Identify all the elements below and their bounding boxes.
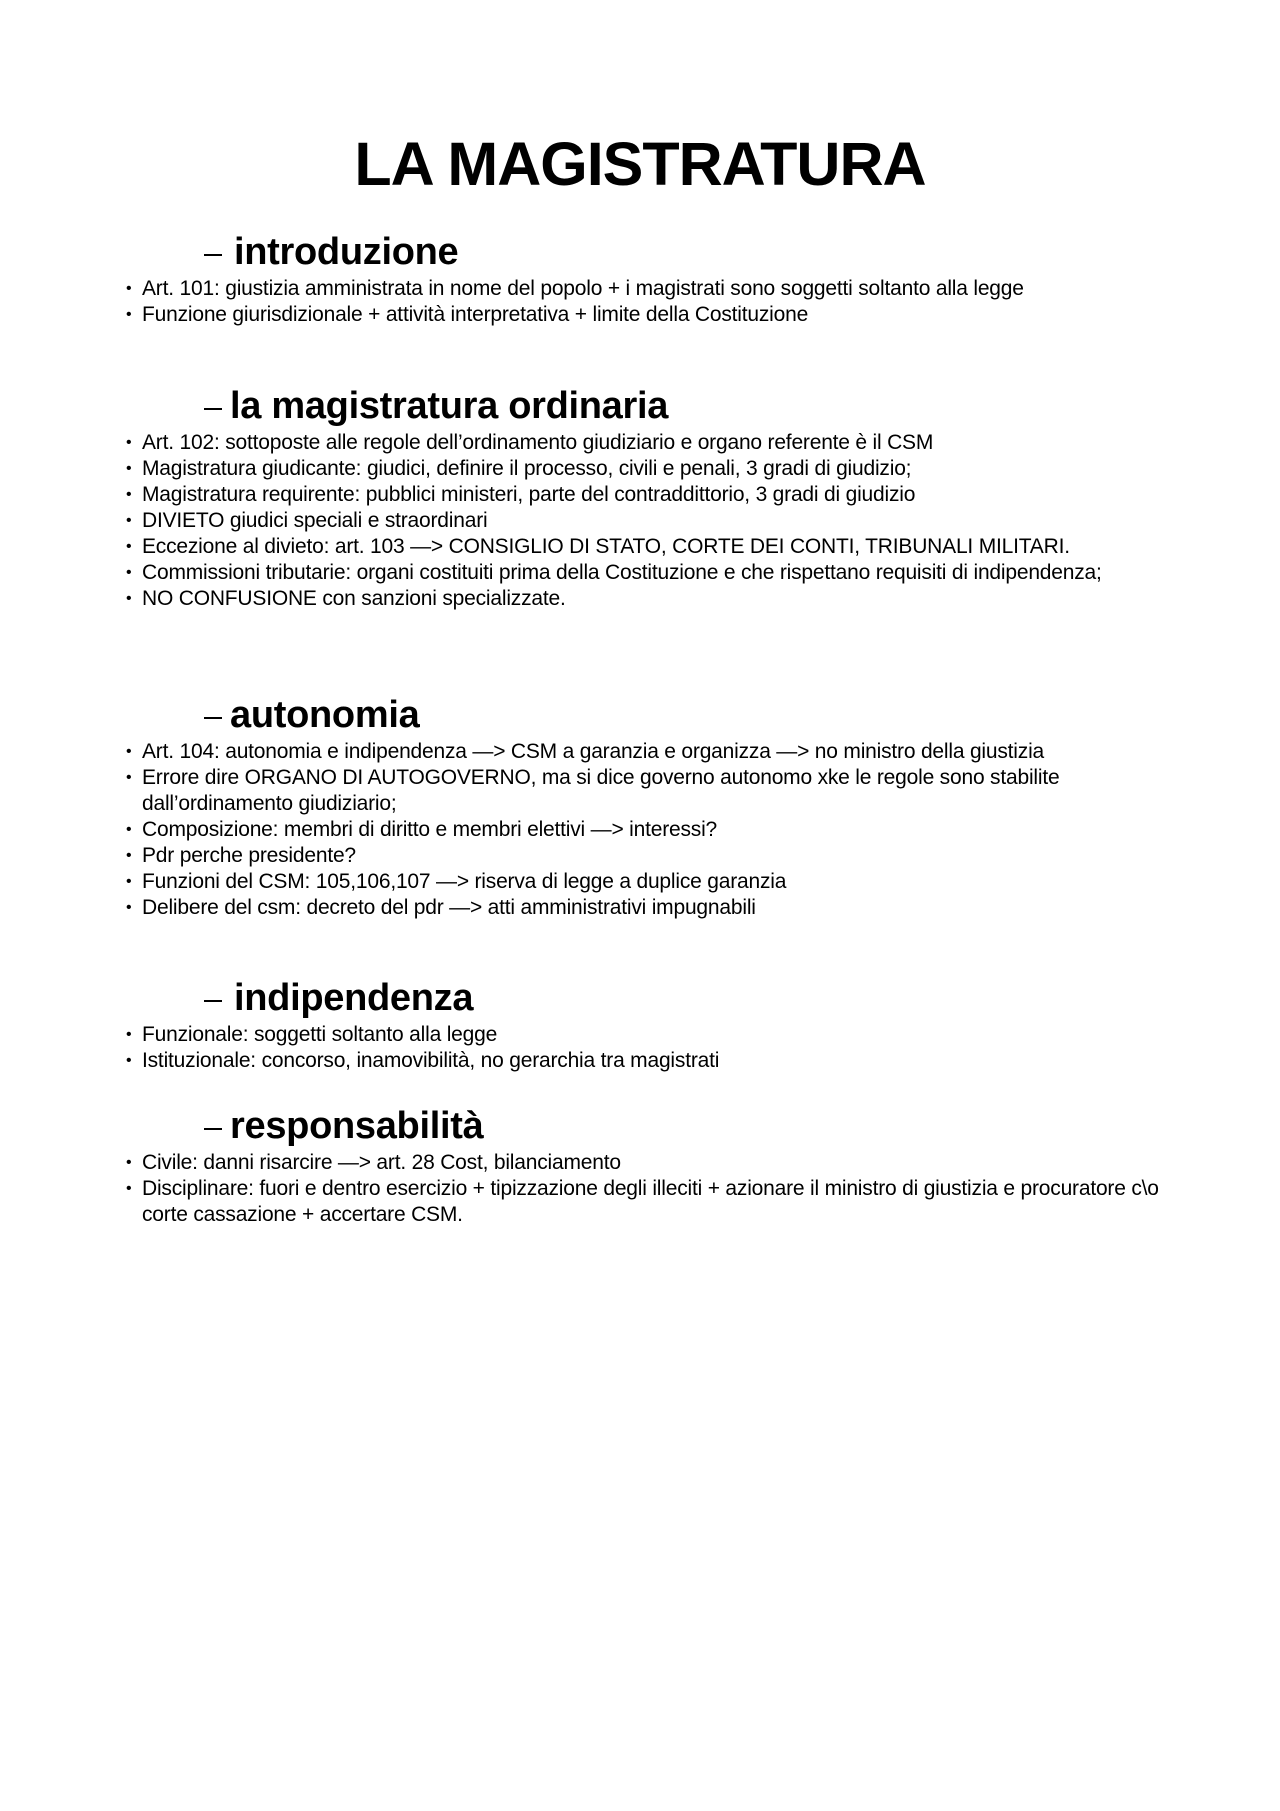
list-item-text: Funzione giurisdizionale + attività interpretativa + limite della Costituzione [142,303,809,326]
bullet-icon: • [126,564,132,581]
list-item-text: Art. 101: giustizia amministrata in nome del popolo + i magistrati sono soggetti soltanto alla legge [142,277,1024,300]
dash-icon [204,1000,222,1002]
section-heading [124,230,1184,274]
bullet-icon: • [126,1180,132,1197]
list-item-text: Art. 104: autonomia e indipendenza —> CSM a garanzia e organizza —> no ministro della giustizia [142,740,1045,763]
list-item [124,586,1184,612]
list-item [124,302,1184,328]
page-title: LA MAGISTRATURA [354,130,926,198]
list-item [124,817,1184,843]
list-item [124,1022,1184,1048]
list-item-text: Istituzionale: concorso, inamovibilità, no gerarchia tra magistrati [142,1049,720,1072]
dash-icon [204,1128,222,1130]
bullet-icon: • [126,460,132,477]
bullet-icon: • [126,873,132,890]
section-heading [124,693,1184,737]
section-responsabilita [124,1104,1184,1228]
list-item [124,869,1184,895]
list-item [124,1176,1184,1228]
bullet-icon: • [126,280,132,297]
section-heading-text: responsabilità [230,1105,484,1147]
list-item-text: Art. 102: sottoposte alle regole dell’ordinamento giudiziario e organo referente è il CSM [142,431,934,454]
list-item [124,843,1184,869]
list-item-text: Magistratura requirente: pubblici ministeri, parte del contraddittorio, 3 gradi di giudizio [142,483,916,506]
section-heading-text: autonomia [230,694,420,736]
bullet-list [124,739,1184,921]
bullet-icon: • [126,743,132,760]
bullet-icon: • [126,306,132,323]
list-item [124,430,1184,456]
list-item-text: Magistratura giudicante: giudici, definire il processo, civili e penali, 3 gradi di giudizio; [142,457,912,480]
bullet-list [124,1150,1184,1228]
bullet-icon: • [126,590,132,607]
bullet-icon: • [126,1052,132,1069]
bullet-icon: • [126,1026,132,1043]
section-heading [124,1104,1184,1148]
bullet-icon: • [126,769,132,786]
bullet-icon: • [126,1154,132,1171]
bullet-list [124,276,1184,328]
section-heading-text: la magistratura ordinaria [230,385,669,427]
bullet-icon: • [126,512,132,529]
list-item-text: Civile: danni risarcire —> art. 28 Cost, bilanciamento [142,1151,621,1174]
list-item-text: Funzionale: soggetti soltanto alla legge [142,1023,498,1046]
list-item-text: Composizione: membri di diritto e membri elettivi —> interessi? [142,818,718,841]
section-autonomia [124,693,1184,921]
list-item [124,456,1184,482]
section-heading [124,384,1184,428]
list-item [124,765,1184,817]
bullet-icon: • [126,847,132,864]
list-item-text: DIVIETO giudici speciali e straordinari [142,509,488,532]
list-item [124,534,1184,560]
section-indipendenza [124,976,1184,1074]
list-item [124,1150,1184,1176]
section-magistratura-ordinaria [124,384,1184,612]
list-item-text: Disciplinare: fuori e dentro esercizio + tipizzazione degli illeciti + azionare il ministro di giustizia e procuratore c\o corte cassazione + accertare CSM. [142,1177,1159,1226]
list-item [124,1048,1184,1074]
list-item-text: NO CONFUSIONE con sanzioni specializzate. [142,587,566,610]
list-item [124,739,1184,765]
bullet-icon: • [126,899,132,916]
dash-icon [204,254,222,256]
list-item-text: Delibere del csm: decreto del pdr —> atti amministrativi impugnabili [142,896,756,919]
section-introduzione [124,230,1184,328]
list-item-text: Commissioni tributarie: organi costituiti prima della Costituzione e che rispettano requisiti di indipendenza; [142,561,1102,584]
bullet-icon: • [126,486,132,503]
list-item [124,482,1184,508]
list-item-text: Errore dire ORGANO DI AUTOGOVERNO, ma si dice governo autonomo xke le regole sono stabilite dall’ordinamento giudiziario; [142,766,1060,815]
list-item [124,276,1184,302]
list-item-text: Funzioni del CSM: 105,106,107 —> riserva di legge a duplice garanzia [142,870,787,893]
list-item-text: Eccezione al divieto: art. 103 —> CONSIGLIO DI STATO, CORTE DEI CONTI, TRIBUNALI MILITARI. [142,535,1070,558]
dash-icon [204,408,222,410]
list-item-text: Pdr perche presidente? [142,844,356,867]
bullet-icon: • [126,434,132,451]
dash-icon [204,717,222,719]
section-heading-text: introduzione [234,231,459,273]
list-item [124,895,1184,921]
bullet-list [124,430,1184,612]
bullet-icon: • [126,821,132,838]
section-heading [124,976,1184,1020]
list-item [124,560,1184,586]
bullet-icon: • [126,538,132,555]
section-heading-text: indipendenza [234,977,474,1019]
bullet-list [124,1022,1184,1074]
list-item [124,508,1184,534]
